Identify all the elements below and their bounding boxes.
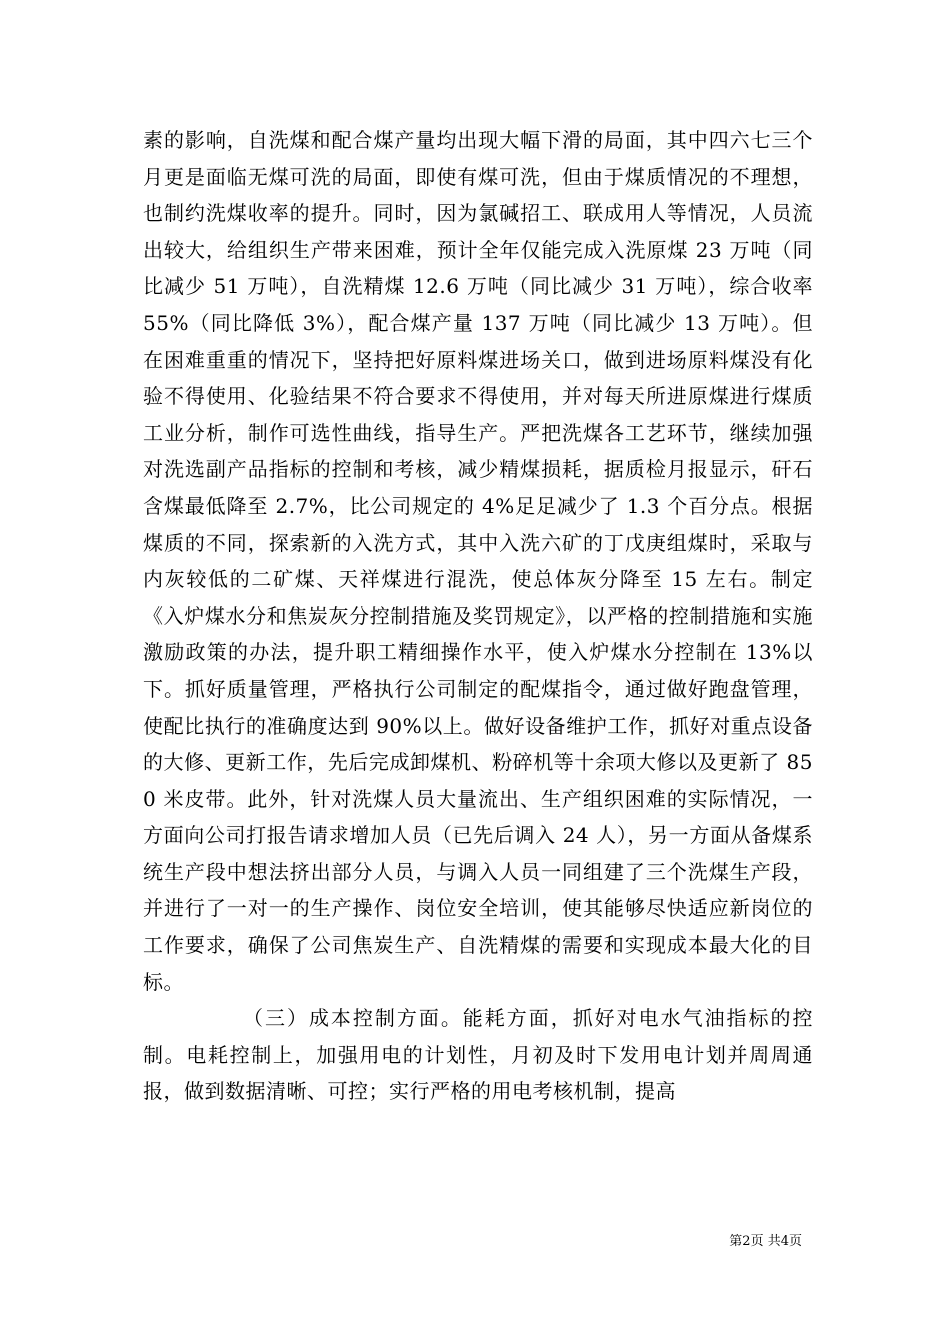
footer-current-page: 2 [742,1234,751,1249]
footer-suffix: 页 [788,1234,802,1249]
footer-total-pages: 4 [780,1234,789,1249]
footer-middle: 页 共 [750,1234,781,1249]
document-body [143,122,813,1110]
page-footer [729,1230,802,1249]
paragraph-washing-production: 素的影响，自洗煤和配合煤产量均出现大幅下滑的局面，其中四六七三个月更是面临无煤可洗的局面，即使有煤可洗，但由于煤质情况的不理想，也制约洗煤收率的提升。同时，因为氯碱招工、联成用人等情况，人员流出较大，给组织生产带来困难，预计全年仅能完成入洗原煤 23 万吨（同比减少 51 万吨），自洗精煤 12.6 万吨（同比减少 31 万吨），综合收率 55%（同比降低 3%），配合煤产量 137 万吨（同比减少 13 万吨）。但在困难重重的情况下，坚持把好原料煤进场关口，做到进场原料煤没有化验不得使用、化验结果不符合要求不得使用，并对每天所进原煤进行煤质工业分析，制作可选性曲线，指导生产。严把洗煤各工艺环节，继续加强对洗选副产品指标的控制和考核，减少精煤损耗，据质检月报显示，矸石含煤最低降至 2.7%，比公司规定的 4%足足减少了 1.3 个百分点。根据煤质的不同，探索新的入洗方式，其中入洗六矿的丁戊庚组煤时，采取与内灰较低的二矿煤、天祥煤进行混洗，使总体灰分降至 15 左右。制定《入炉煤水分和焦炭灰分控制措施及奖罚规定》，以严格的控制措施和实施激励政策的办法，提升职工精细操作水平，使入炉煤水分控制在 13%以下。抓好质量管理，严格执行公司制定的配煤指令，通过做好跑盘管理，使配比执行的准确度达到 90%以上。做好设备维护工作，抓好对重点设备的大修、更新工作，先后完成卸煤机、粉碎机等十余项大修以及更新了 850 米皮带。此外，针对洗煤人员大量流出、生产组织困难的实际情况，一方面向公司打报告请求增加人员（已先后调入 24 人），另一方面从备煤系统生产段中想法挤出部分人员，与调入人员一同组建了三个洗煤生产段，并进行了一对一的生产操作、岗位安全培训，使其能够尽快适应新岗位的工作要求，确保了公司焦炭生产、自洗精煤的需要和实现成本最大化的目标。 [143,128,813,994]
footer-prefix: 第 [729,1234,743,1249]
paragraph-cost-control: （三）成本控制方面。能耗方面，抓好对电水气油指标的控制。电耗控制上，加强用电的计划性，月初及时下发用电计划并周周通报，做到数据清晰、可控；实行严格的用电考核机制，提高 [143,1006,813,1104]
